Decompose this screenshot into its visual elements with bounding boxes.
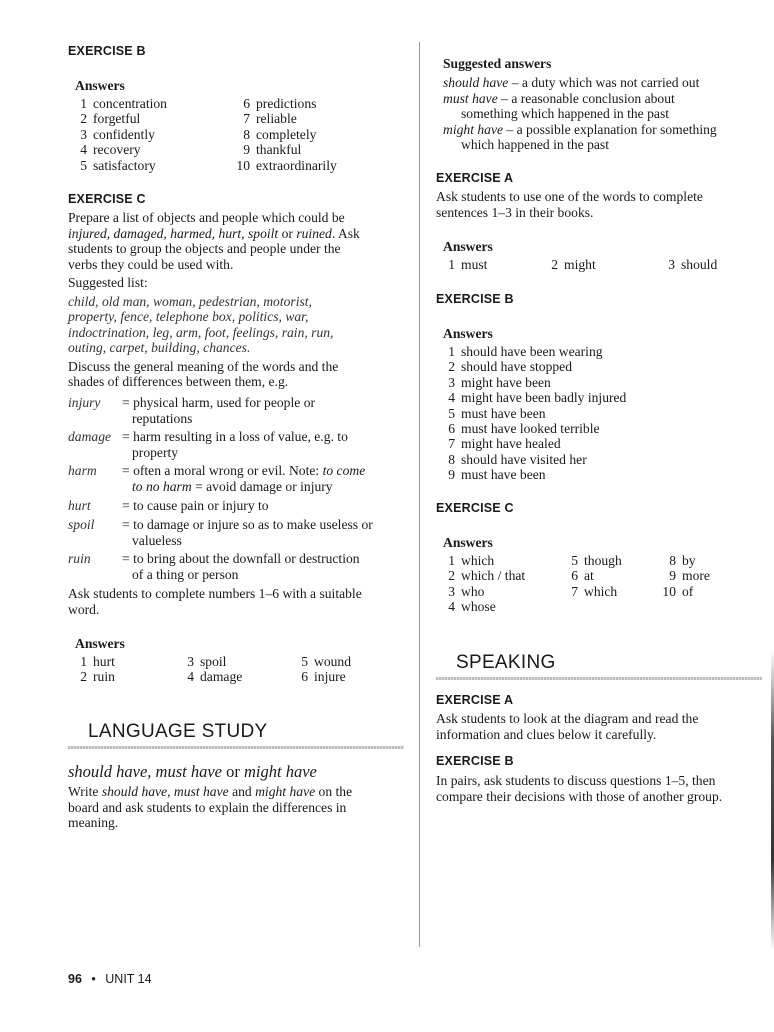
list-item: 2 forgetful [80,111,141,127]
exercise-c-instruction: Ask students to complete numbers 1–6 with a suitable word. [68,586,362,617]
exc-answers-col3 [296,654,396,685]
exc-answers-col3 [664,553,744,599]
list-item: 9 must have been [448,467,546,483]
exercise-a-heading: EXERCISE A [436,171,514,185]
footer-bullet: • [91,972,96,986]
list-item: 7 reliable [243,111,297,127]
definition-hurt: hurt = to cause pain or injury to [68,498,269,513]
speaking-title: SPEAKING [456,652,556,673]
list-item: 5 satisfactory [80,157,156,173]
text-line: students to group the objects and people under the [68,241,341,256]
list-item: 8 should have visited her [448,451,587,467]
definition-injury: injury = physical harm, used for people or reputations [68,395,316,426]
list-item: 10 extraordinarily [236,157,337,173]
list-item: 9 more [669,568,710,584]
text-line: injured, damaged, harmed, hurt, spoilt or ruined. Ask [68,225,360,241]
exc-answers-col1 [443,553,553,615]
list-item: 4 recovery [80,142,141,158]
list-item: 2 should have stopped [448,359,573,375]
answers-label: Answers [443,326,493,341]
section-rule [68,746,404,749]
list-item: 7 might have healed [448,436,561,452]
text-line: Prepare a list of objects and people which could be [68,210,345,225]
text-line: shades of differences between them, e.g. [68,374,289,389]
suggested-list: child, old man, woman, pedestrian, motorist, property, fence, telephone box, politics, war, indoctrination, leg, arm, foot, feelings, rain, run, outing, carpet, building, chances. [68,293,334,355]
exercise-c-intro [68,210,408,390]
answers-label: Answers [443,535,493,550]
list-item: 8 completely [243,126,317,142]
exa-answer-1: 1 must [448,257,488,272]
page-footer [68,972,152,986]
exc-answers-col1 [75,654,165,685]
list-item: 6 predictions [243,96,317,111]
list-item: 9 thankful [243,142,302,158]
exercise-b-heading: EXERCISE B [68,44,146,58]
suggested-answers-text: should have – a duty which was not carried out must have – a reasonable conclusion about something which happened in the past might have – a possible explanation for something which happened in the past [443,75,717,152]
exb-answers-col1 [75,96,215,173]
unit-label: UNIT 14 [105,972,152,986]
list-item: 6 must have looked terrible [448,420,600,436]
list-item: 2 which / that [448,568,526,584]
section-rule [436,677,762,680]
text-line: verbs they could be used with. [68,256,234,272]
language-study-title: LANGUAGE STUDY [88,721,268,742]
list-item: 5 wound [301,654,352,669]
exb-answers [443,344,743,483]
exa-answer-2: 2 might [551,257,596,272]
list-item: 1 concentration [80,96,167,111]
suggested-answers-heading: Suggested answers [443,56,552,71]
list-item: 4 damage [187,669,243,685]
text-line: Discuss the general meaning of the words and the [68,358,339,374]
list-item: 4 whose [448,599,496,615]
speaking-exercise-a-heading: EXERCISE A [436,693,514,707]
list-item: 6 injure [301,669,346,685]
list-item: 5 though [571,553,622,568]
list-item: 8 by [669,553,696,568]
list-item: 3 spoil [187,654,227,669]
exercise-c-heading: EXERCISE C [436,501,514,515]
exa-answer-3: 3 should [668,257,718,272]
list-item: 5 must have been [448,405,546,421]
definition-spoil: spoil = to damage or injure so as to make useless or valueless [68,517,373,548]
definition-damage: damage = harm resulting in a loss of value, e.g. to property [68,429,348,460]
speaking-exercise-b-text: In pairs, ask students to discuss questions 1–5, then compare their decisions with those of another group. [436,773,723,804]
list-item: 3 confidently [80,126,155,142]
language-study-subtitle: should have, must have or might have [68,762,317,781]
language-study-text: Write should have, must have and might have on the board and ask students to explain the differences in meaning. [68,784,353,830]
list-item: 2 ruin [80,669,115,685]
suggested-list-label: Suggested list: [68,275,148,290]
speaking-exercise-b-heading: EXERCISE B [436,754,514,768]
exercise-b-heading: EXERCISE B [436,292,514,306]
exc-answers-col2 [566,553,656,599]
list-item: 3 who [448,583,485,599]
exercise-c-heading: EXERCISE C [68,192,146,206]
list-item: 6 at [571,568,594,584]
list-item: 4 might have been badly injured [448,390,627,406]
definition-harm: harm = often a moral wrong or evil. Note: to come to no harm = avoid damage or injury [68,463,366,494]
exercise-a-text: Ask students to use one of the words to complete sentences 1–3 in their books. [436,189,703,220]
list-item: 1 should have been wearing [448,344,603,359]
list-item: 3 might have been [448,374,551,390]
list-item: 7 which [571,583,618,599]
answers-label: Answers [443,239,493,254]
column-divider [419,42,420,947]
page-number: 96 [68,972,82,986]
definition-ruin: ruin = to bring about the downfall or destruction of a thing or person [68,551,360,582]
list-item: 1 hurt [80,654,115,669]
list-item: 10 of [662,583,694,599]
answers-label: Answers [75,78,125,93]
speaking-exercise-a-text: Ask students to look at the diagram and read the information and clues below it carefully. [436,711,699,742]
exc-answers-col2 [182,654,282,685]
answers-label: Answers [75,636,125,651]
list-item: 1 which [448,553,495,568]
exb-answers-col2 [238,96,388,173]
